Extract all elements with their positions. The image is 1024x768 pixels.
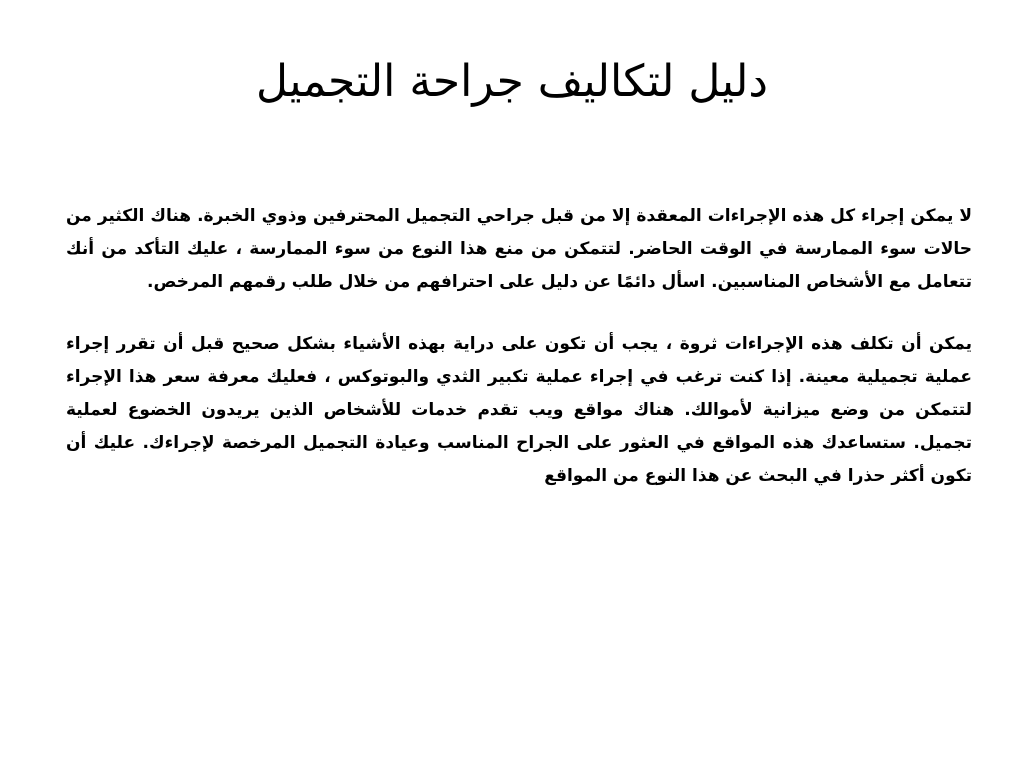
body-paragraph-1: لا يمكن إجراء كل هذه الإجراءات المعقدة إلا من قبل جراحي التجميل المحترفين وذوي الخبرة. هناك الكثير من حالات سوء الممارسة في الوقت الحاضر. لتتمكن من منع هذا النوع من سوء الممارسة ، عليك التأكد من أنك تتعامل مع الأشخاص المناسبين. اسأل دائمًا عن دليل على احترافهم من خلال طلب رقمهم المرخص. — [66, 206, 972, 292]
slide-title: دليل لتكاليف جراحة التجميل — [255, 56, 768, 107]
body-paragraph-2: يمكن أن تكلف هذه الإجراءات ثروة ، يجب أن تكون على دراية بهذه الأشياء بشكل صحيح قبل أن تقرر إجراء عملية تجميلية معينة. إذا كنت ترغب في إجراء عملية تكبير الثدي والبوتوكس ، فعليك معرفة سعر هذا الإجراء لتتمكن من وضع ميزانية لأموالك. هناك مواقع ويب تقدم خدمات للأشخاص الذين يريدون الخضوع لعملية تجميل. ستساعدك هذه المواقع في العثور على الجراح المناسب وعيادة التجميل المرخصة لإجراءك. عليك أن تكون أكثر حذرا في البحث عن هذا النوع من المواقع — [66, 334, 972, 486]
slide-body — [66, 200, 972, 522]
